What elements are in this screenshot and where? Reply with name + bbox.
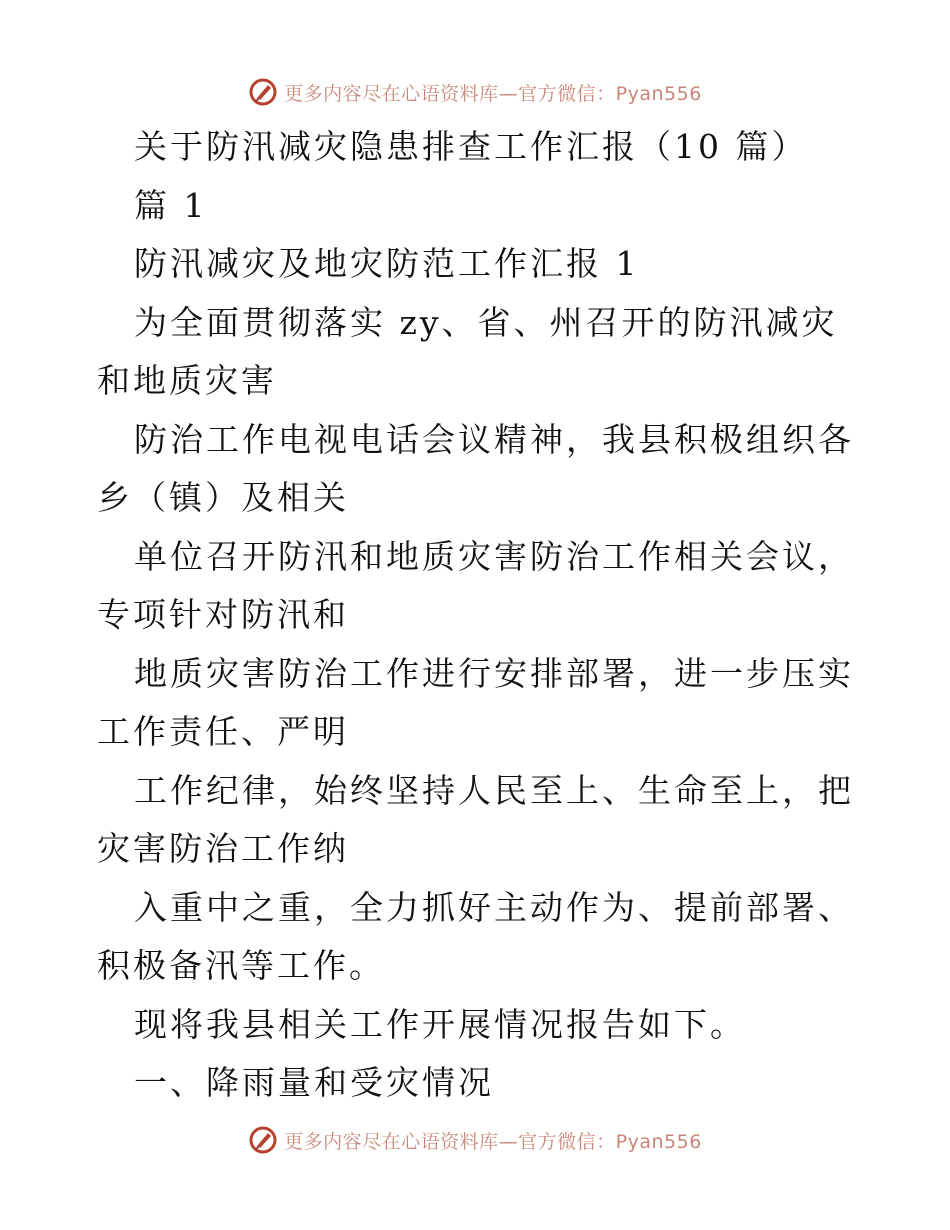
paragraph-line: 地质灾害防治工作进行安排部署，进一步压实工作责任、严明 — [97, 653, 854, 751]
report-title: 防汛减灾及地灾防范工作汇报 1 — [134, 244, 640, 283]
pen-circle-logo-icon — [248, 1125, 278, 1155]
paragraph-line: 入重中之重，全力抓好主动作为、提前部署、积极备汛等工作。 — [97, 887, 854, 985]
watermark-text: 更多内容尽在心语资料库—官方微信：Pyan556 — [284, 1130, 702, 1153]
paragraph-line: 现将我县相关工作开展情况报告如下。 — [134, 1004, 746, 1044]
paragraph-line: 工作纪律，始终坚持人民至上、生命至上，把灾害防治工作纳 — [97, 770, 854, 868]
document-body — [97, 118, 857, 1113]
section-heading: 一、降雨量和受灾情况 — [134, 1063, 494, 1102]
paragraph-line: 防治工作电视电话会议精神，我县积极组织各乡（镇）及相关 — [97, 419, 854, 517]
watermark-footer — [0, 1120, 950, 1160]
pen-circle-logo-icon — [248, 77, 278, 107]
document-title: 关于防汛减灾隐患排查工作汇报（10 篇） — [134, 127, 808, 166]
paragraph-line: 单位召开防汛和地质灾害防治工作相关会议，专项针对防汛和 — [97, 536, 854, 634]
watermark-text: 更多内容尽在心语资料库—官方微信：Pyan556 — [284, 82, 702, 105]
paragraph-line: 为全面贯彻落实 zy、省、州召开的防汛减灾和地质灾害 — [97, 302, 838, 400]
watermark-header — [0, 72, 950, 112]
section-label: 篇 1 — [134, 185, 208, 225]
